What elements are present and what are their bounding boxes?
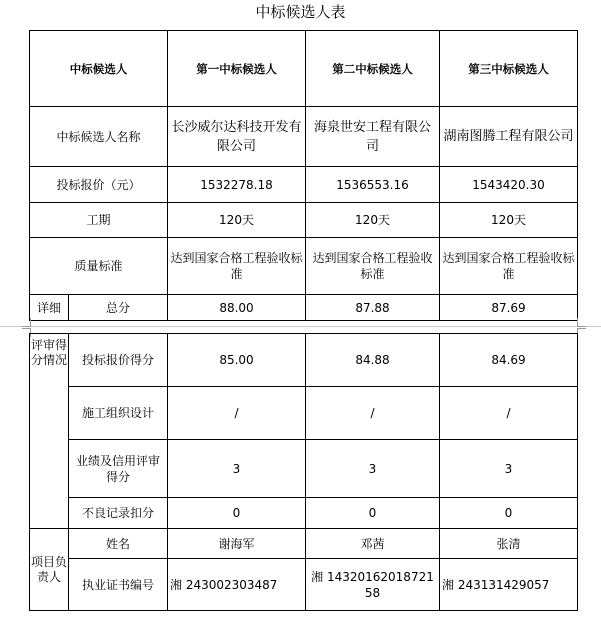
candidate-3-credit: 3	[440, 440, 578, 498]
candidate-3-bid-score: 84.69	[440, 334, 578, 387]
candidate-1-name: 长沙威尔达科技开发有限公司	[168, 107, 306, 167]
candidate-3-name: 湖南图腾工程有限公司	[440, 107, 578, 167]
candidate-1-bad-record: 0	[168, 498, 306, 529]
candidate-2-total: 87.88	[306, 295, 440, 321]
candidate-1-quality: 达到国家合格工程验收标准	[168, 238, 306, 295]
row-label-person: 姓名	[69, 529, 168, 559]
table-row	[30, 334, 578, 387]
candidate-2-bad-record: 0	[306, 498, 440, 529]
candidate-3-total: 87.69	[440, 295, 578, 321]
candidate-1-construction: /	[168, 387, 306, 440]
crop-mark	[577, 328, 586, 337]
table-row	[30, 559, 578, 611]
manager-group-label: 项目负责人	[30, 529, 69, 611]
crop-mark	[22, 318, 31, 327]
candidate-1-period: 120天	[168, 203, 306, 238]
table-row	[30, 167, 578, 203]
row-label-bad-record: 不良记录扣分	[69, 498, 168, 529]
table-title: 中标候选人表	[255, 3, 346, 21]
row-label-credit: 业绩及信用评审得分	[69, 440, 168, 498]
table-row	[30, 498, 578, 529]
row-label-construction: 施工组织设计	[69, 387, 168, 440]
candidate-2-period: 120天	[306, 203, 440, 238]
header-candidate-1: 第一中标候选人	[168, 31, 306, 107]
table-row	[30, 238, 578, 295]
candidate-2-cert: 湘 1432016201872158	[306, 559, 440, 611]
candidate-1-total: 88.00	[168, 295, 306, 321]
table-row	[30, 529, 578, 559]
candidate-2-quality: 达到国家合格工程验收标准	[306, 238, 440, 295]
row-label-total: 总分	[69, 295, 168, 321]
candidate-1-bid-score: 85.00	[168, 334, 306, 387]
candidate-1-cert: 湘 243002303487	[168, 559, 306, 611]
candidate-2-price: 1536553.16	[306, 167, 440, 203]
candidate-2-credit: 3	[306, 440, 440, 498]
candidate-3-quality: 达到国家合格工程验收标准	[440, 238, 578, 295]
header-candidate-2: 第二中标候选人	[306, 31, 440, 107]
crop-mark	[577, 318, 586, 327]
candidate-3-construction: /	[440, 387, 578, 440]
candidate-3-period: 120天	[440, 203, 578, 238]
candidate-3-price: 1543420.30	[440, 167, 578, 203]
header-row	[30, 31, 578, 107]
row-label-price: 投标报价（元）	[30, 167, 168, 203]
candidate-2-bid-score: 84.88	[306, 334, 440, 387]
candidate-2-person: 邓茜	[306, 529, 440, 559]
candidate-2-name: 海泉世安工程有限公司	[306, 107, 440, 167]
row-label-quality: 质量标准	[30, 238, 168, 295]
detail-group-label-bottom: 评审得分情况	[30, 334, 69, 529]
table-row	[30, 295, 578, 321]
table-row	[30, 440, 578, 498]
row-label-bid-score: 投标报价得分	[69, 334, 168, 387]
table-row	[30, 387, 578, 440]
page-break-line	[0, 326, 601, 327]
row-label-period: 工期	[30, 203, 168, 238]
table-row	[30, 203, 578, 238]
candidate-table-lower	[29, 333, 578, 611]
row-label-name: 中标候选人名称	[30, 107, 168, 167]
header-label: 中标候选人	[30, 31, 168, 107]
table-row	[30, 107, 578, 167]
candidate-1-price: 1532278.18	[168, 167, 306, 203]
candidate-3-cert: 湘 243131429057	[440, 559, 578, 611]
candidate-table-upper	[29, 30, 578, 321]
detail-group-label-top: 详细	[30, 295, 69, 321]
candidate-1-credit: 3	[168, 440, 306, 498]
header-candidate-3: 第三中标候选人	[440, 31, 578, 107]
candidate-1-person: 谢海军	[168, 529, 306, 559]
row-label-cert: 执业证书编号	[69, 559, 168, 611]
candidate-2-construction: /	[306, 387, 440, 440]
candidate-3-bad-record: 0	[440, 498, 578, 529]
candidate-3-person: 张清	[440, 529, 578, 559]
